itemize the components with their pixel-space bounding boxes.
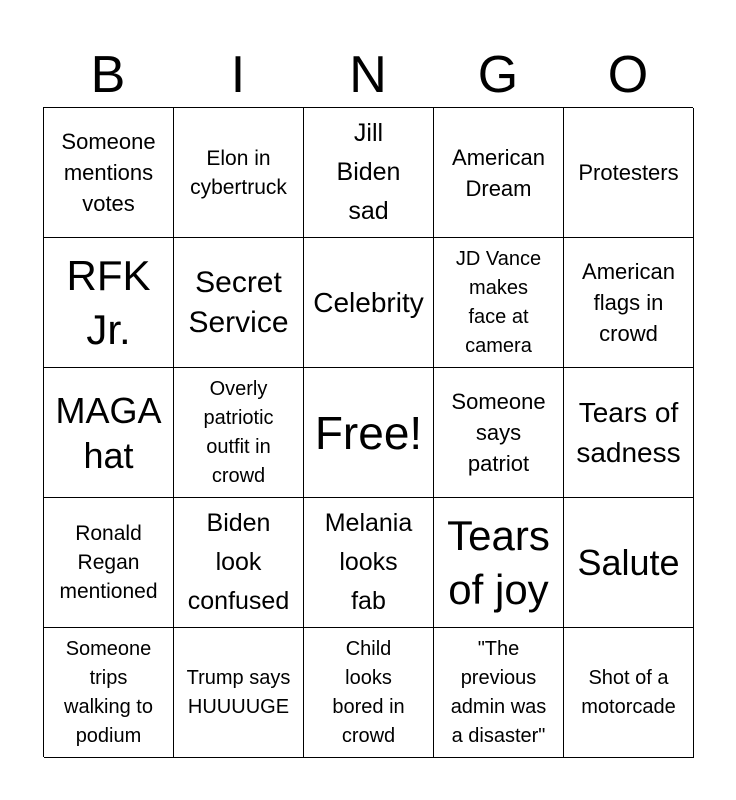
bingo-cell[interactable]	[564, 628, 694, 758]
cell-text: JD Vance makes face at camera	[455, 247, 542, 357]
bingo-header	[43, 44, 693, 106]
cell-text: Tears of joy	[447, 511, 550, 613]
bingo-cell[interactable]	[304, 498, 434, 628]
header-letter-o: O	[607, 46, 649, 104]
bingo-cell[interactable]	[44, 628, 174, 758]
cell-text: American Dream	[452, 144, 545, 201]
bingo-cell[interactable]	[434, 368, 564, 498]
cell-text: MAGA hat	[55, 389, 162, 476]
bingo-cell[interactable]	[304, 238, 434, 368]
bingo-cell[interactable]	[44, 108, 174, 238]
cell-text: Salute	[577, 542, 680, 583]
bingo-cell[interactable]	[44, 368, 174, 498]
bingo-cell[interactable]	[174, 498, 304, 628]
header-letter-i: I	[230, 46, 246, 104]
cell-text: Ronald Regan mentioned	[59, 522, 158, 603]
bingo-cell[interactable]	[564, 498, 694, 628]
bingo-cell[interactable]	[434, 238, 564, 368]
cell-text: Tears of sadness	[576, 396, 681, 468]
bingo-cell[interactable]	[174, 238, 304, 368]
cell-text: Shot of a motorcade	[581, 666, 676, 718]
bingo-cell[interactable]	[564, 238, 694, 368]
cell-text: Child looks bored in crowd	[332, 637, 405, 747]
cell-text: Jill Biden sad	[336, 119, 401, 225]
cell-text: Biden look confused	[187, 509, 290, 615]
bingo-cell[interactable]	[434, 498, 564, 628]
cell-text: "The previous admin was a disaster"	[450, 637, 547, 747]
bingo-cell[interactable]	[434, 108, 564, 238]
bingo-board	[43, 107, 693, 757]
bingo-cell[interactable]	[304, 368, 434, 498]
bingo-cell[interactable]	[564, 108, 694, 238]
bingo-cell[interactable]	[174, 628, 304, 758]
bingo-cell[interactable]	[44, 238, 174, 368]
bingo-cell[interactable]	[434, 628, 564, 758]
cell-text: Someone says patriot	[451, 389, 546, 476]
cell-text: Melania looks fab	[324, 509, 413, 615]
cell-text: Someone mentions votes	[61, 129, 156, 216]
bingo-cell[interactable]	[44, 498, 174, 628]
cell-text: RFK Jr.	[66, 251, 151, 353]
cell-text: Celebrity	[313, 286, 424, 318]
bingo-cell[interactable]	[174, 108, 304, 238]
bingo-cell[interactable]	[174, 368, 304, 498]
header-letter-b: B	[90, 46, 126, 104]
cell-text: Secret Service	[188, 265, 289, 339]
cell-text: Trump says HUUUUGE	[186, 666, 291, 718]
bingo-cell[interactable]	[564, 368, 694, 498]
cell-text: Protesters	[578, 160, 679, 185]
bingo-cell[interactable]	[304, 628, 434, 758]
cell-text: American flags in crowd	[582, 259, 675, 346]
cell-text: Free!	[314, 406, 423, 459]
cell-text: Elon in cybertruck	[190, 146, 287, 199]
cell-text: Someone trips walking to podium	[64, 637, 153, 747]
header-letter-n: N	[349, 46, 387, 104]
bingo-cell[interactable]	[304, 108, 434, 238]
header-letter-g: G	[477, 46, 519, 104]
cell-text: Overly patriotic outfit in crowd	[203, 377, 274, 487]
